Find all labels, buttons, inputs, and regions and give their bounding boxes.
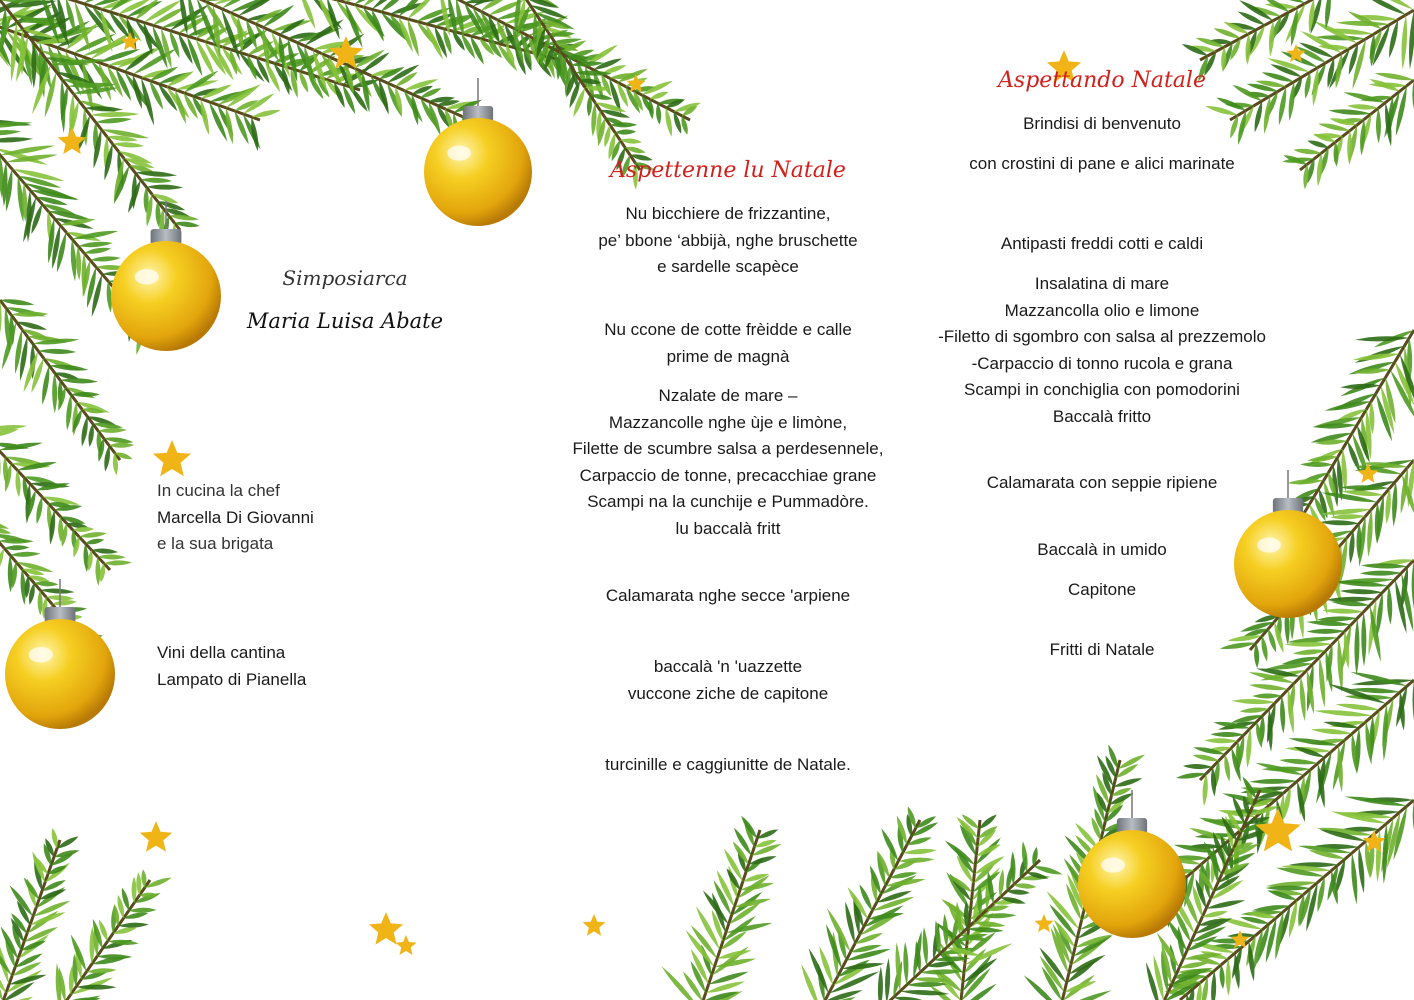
italian-menu-line: -Carpaccio di tonno rucola e grana xyxy=(971,353,1233,373)
italian-menu-group xyxy=(912,637,1292,664)
italian-menu-group xyxy=(912,231,1292,258)
dialect-menu-line: Calamarata nghe secce 'arpiene xyxy=(605,586,851,605)
dialect-menu-line: lu baccalà fritt xyxy=(675,518,781,538)
italian-menu-line: Baccalà fritto xyxy=(1052,406,1152,426)
dialect-menu-line: baccalà 'n 'uazzette xyxy=(653,657,803,676)
dialect-menu-line: Carpaccio de tonne, precacchiae grane xyxy=(579,465,877,485)
italian-menu-line: Brindisi di benvenuto xyxy=(1023,114,1181,133)
italian-menu-line: Mazzancolla olio e limone xyxy=(1004,300,1200,320)
italian-menu-line: Scampi in conchiglia con pomodorini xyxy=(964,380,1240,399)
dialect-menu-line: Mazzancolle nghe ùje e limòne, xyxy=(608,412,848,432)
dialect-menu-group xyxy=(538,317,918,370)
italian-menu-group xyxy=(912,537,1292,564)
italian-menu-line: Insalatina di mare xyxy=(1034,274,1170,293)
wine-line-2: Lampato di Pianella xyxy=(157,669,307,689)
dialect-menu-group xyxy=(538,201,918,281)
italian-menu-title: Aspettando Natale xyxy=(998,68,1206,93)
dialect-menu-group xyxy=(538,583,918,610)
wine-credit xyxy=(157,640,306,693)
italian-menu-line: con crostini di pane e alici marinate xyxy=(969,154,1235,173)
dialect-menu-line: turcinille e caggiunitte de Natale. xyxy=(605,755,851,774)
dialect-menu-title: Aspettenne lu Natale xyxy=(610,158,846,183)
italian-menu-group xyxy=(912,470,1292,497)
italian-menu-line: Antipasti freddi cotti e caldi xyxy=(1000,234,1204,253)
italian-menu-line: -Filetto di sgombro con salsa al prezzemolo xyxy=(938,327,1266,346)
dialect-menu-line: vuccone ziche de capitone xyxy=(627,683,829,703)
italian-menu-line: Capitone xyxy=(1067,580,1137,599)
dialect-menu-line: Filette de scumbre salsa a perdesennele, xyxy=(572,439,884,458)
chef-intro: In cucina la chef xyxy=(157,481,280,500)
dialect-menu-line: Nu bicchiere de frizzantine, xyxy=(625,204,831,223)
wine-line-1: Vini della cantina xyxy=(157,643,286,662)
dialect-menu-group xyxy=(538,752,918,779)
italian-menu-group xyxy=(912,111,1292,138)
dialect-menu-line: prime de magnà xyxy=(666,346,790,366)
dialect-menu-group xyxy=(538,654,918,707)
simposiarca-name: Maria Luisa Abate xyxy=(246,309,444,333)
dialect-menu-line: pe’ bbone ‘abbijà, nghe bruschette xyxy=(598,230,858,250)
dialect-menu-line: Scampi na la cunchije e Pummadòre. xyxy=(587,492,869,511)
italian-menu-line: Fritti di Natale xyxy=(1049,640,1155,659)
dialect-menu-line: e sardelle scapèce xyxy=(657,257,799,276)
italian-menu-line: Calamarata con seppie ripiene xyxy=(986,473,1218,492)
dialect-menu-group xyxy=(538,383,918,542)
chef-team: e la sua brigata xyxy=(157,534,274,553)
italian-menu-group xyxy=(912,271,1292,430)
dialect-menu-line: Nu ccone de cotte frèidde e calle xyxy=(604,320,852,339)
simposiarca-label: Simposiarca xyxy=(282,266,408,290)
italian-menu-line: Baccalà in umido xyxy=(1037,540,1167,559)
italian-menu-group xyxy=(912,577,1292,604)
chef-credit xyxy=(157,478,314,558)
dialect-menu-line: Nzalate de mare – xyxy=(658,386,798,405)
chef-name: Marcella Di Giovanni xyxy=(157,507,314,527)
italian-menu-group xyxy=(912,151,1292,178)
